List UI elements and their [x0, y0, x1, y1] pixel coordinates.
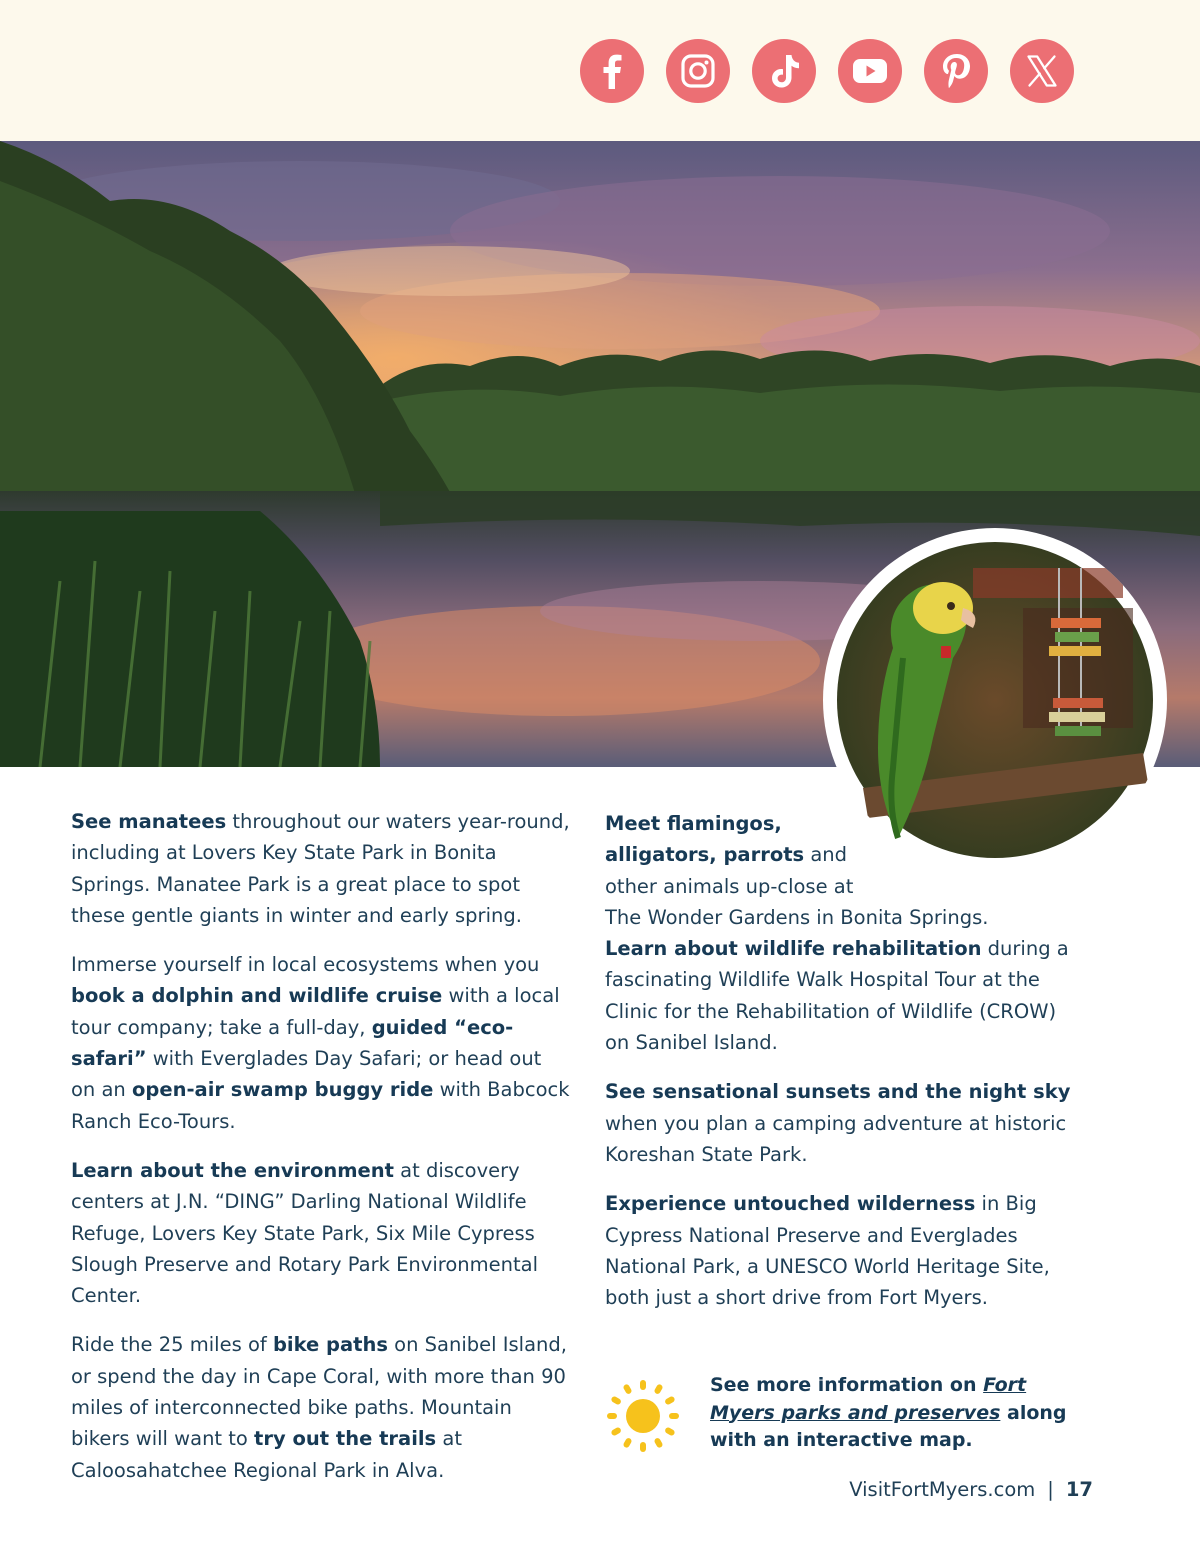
left-column: [71, 806, 571, 1504]
instagram-link[interactable]: [666, 39, 730, 103]
bike-paths-highlight: bike paths: [272, 1333, 388, 1357]
environment-text: at discovery centers at J.N. “DING” Darling National Wildlife Refuge, Lovers Key State Park, Six Mile Cypress Slough Preserve and Rotary Park Environmental Center.: [71, 1158, 538, 1308]
top-bar: [0, 0, 1200, 141]
right-column: [605, 808, 1075, 1331]
tiktok-link[interactable]: [752, 39, 816, 103]
wilderness-text: in Big Cypress National Preserve and Everglades National Park, a UNESCO World Heritage Site, both just a short drive from Fort Myers.: [605, 1192, 1050, 1310]
wonder-text-3: The Wonder Gardens in Bonita Springs.: [605, 905, 989, 929]
manatees-text: throughout our waters year-round, including at Lovers Key State Park in Bonita Springs. Manatee Park is a great place to spot these gentle giants in winter and early spring.: [71, 810, 570, 927]
social-links: [580, 39, 1074, 103]
bike-text-3: at Caloosahatchee Regional Park in Alva.: [71, 1427, 462, 1482]
sunsets-text: when you plan a camping adventure at historic Koreshan State Park.: [605, 1111, 1067, 1166]
manatees-paragraph: [71, 806, 571, 931]
wonder-text-1: and: [804, 843, 848, 867]
ecosystems-text-4: with Babcock Ranch Eco-Tours.: [71, 1078, 570, 1133]
youtube-link[interactable]: [838, 39, 902, 103]
ecosystems-paragraph: [71, 949, 571, 1137]
wonder-gardens-paragraph: [605, 808, 1075, 1058]
bike-text-1: Ride the 25 miles of: [71, 1333, 273, 1357]
bike-paragraph: [71, 1329, 571, 1485]
swamp-buggy-highlight: open-air swamp buggy ride: [132, 1078, 434, 1102]
facebook-icon: [580, 39, 644, 103]
ecosystems-text-3: with Everglades Day Safari; or head out on an: [71, 1047, 542, 1102]
page-footer: [849, 1478, 1093, 1501]
sun-icon: [605, 1378, 681, 1454]
dolphin-cruise-highlight: book a dolphin and wildlife cruise: [71, 984, 443, 1008]
more-info-prefix: See more information on: [710, 1374, 984, 1396]
ecosystems-text-2: with a local tour company; take a full-day,: [71, 984, 560, 1039]
trails-highlight: try out the trails: [254, 1427, 437, 1451]
pinterest-link[interactable]: [924, 39, 988, 103]
more-info-box: [605, 1372, 1085, 1462]
parks-preserves-link[interactable]: Fort Myers parks and preserves: [710, 1374, 1027, 1424]
site-url: VisitFortMyers.com: [849, 1478, 1036, 1501]
facebook-link[interactable]: [580, 39, 644, 103]
sunsets-paragraph: [605, 1076, 1075, 1170]
pinterest-icon: [924, 39, 988, 103]
footer-separator: |: [1047, 1478, 1054, 1501]
youtube-icon: [838, 39, 902, 103]
environment-heading: Learn about the environment: [71, 1158, 394, 1182]
eco-safari-highlight: guided “eco-safari”: [71, 1015, 514, 1071]
wilderness-paragraph: [605, 1188, 1075, 1313]
x-link[interactable]: [1010, 39, 1074, 103]
environment-paragraph: [71, 1155, 571, 1311]
alligators-highlight: alligators, parrots: [605, 843, 805, 867]
more-info-text: [710, 1372, 1080, 1455]
tiktok-icon: [752, 39, 816, 103]
wonder-text-2: other animals up-close at: [605, 874, 854, 898]
wilderness-heading: Experience untouched wilderness: [605, 1192, 976, 1216]
ecosystems-text-1: Immerse yourself in local ecosystems when you: [71, 953, 540, 977]
bike-text-2: on Sanibel Island, or spend the day in Cape Coral, with more than 90 miles of interconnected bike paths. Mountain bikers will want to: [71, 1333, 567, 1451]
flamingos-highlight: Meet flamingos,: [605, 812, 782, 835]
more-info-suffix: along with an interactive map.: [710, 1401, 1067, 1451]
rehabilitation-highlight: Learn about wildlife rehabilitation: [605, 937, 982, 961]
x-icon: [1010, 39, 1074, 103]
manatees-heading: See manatees: [71, 810, 227, 833]
sunsets-heading: See sensational sunsets and the night sky: [605, 1080, 1071, 1104]
crow-text: during a fascinating Wildlife Walk Hospital Tour at the Clinic for the Rehabilitation of Wildlife (CROW) on Sanibel Island.: [605, 937, 1069, 1055]
page-number: 17: [1065, 1478, 1093, 1501]
instagram-icon: [666, 39, 730, 103]
